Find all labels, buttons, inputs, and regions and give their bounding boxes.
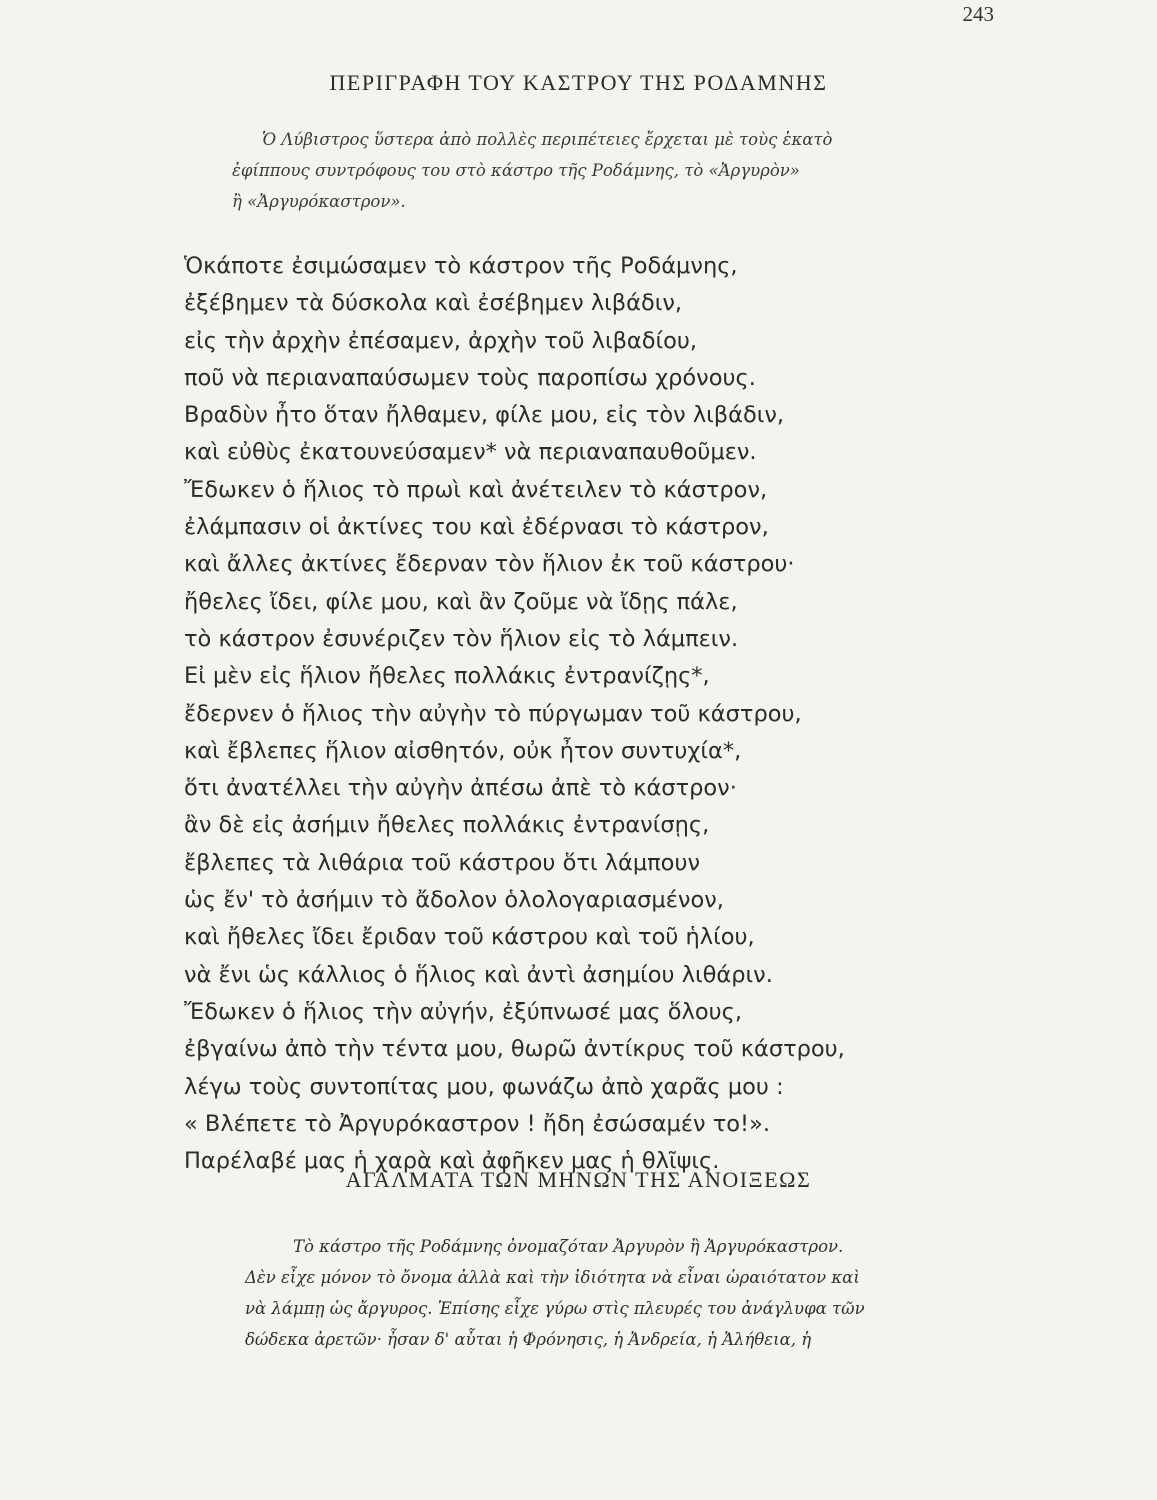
section-heading-statues-of-months: ΑΓΑΛΜΑΤΑ ΤΩΝ ΜΗΝΩΝ ΤΗΣ ΑΝΟΙΞΕΩΣ [345,1167,812,1192]
poem-line: ἤθελες ἴδει, φίλε μου, καὶ ἂν ζοῦμε νὰ ἴδῃς πάλε, [184,588,738,615]
poem-line: Εἰ μὲν εἰς ἥλιον ἤθελες πολλάκις ἐντρανίζῃς*, [184,663,710,690]
poem-line: ἐβγαίνω ἀπὸ τὴν τέντα μου, θωρῶ ἀντίκρυς τοῦ κάστρου, [184,1036,845,1063]
poem-line: Ἔδωκεν ὁ ἥλιος τὴν αὐγήν, ἐξύπνωσέ μας ὅλους, [184,998,743,1025]
closing-line: νὰ λάμπῃ ὡς ἄργυρος. Ἐπίσης εἶχε γύρω στὶς πλευρές του ἀνάγλυφα τῶν [245,1299,865,1318]
poem-line: « Βλέπετε τὸ Ἀργυρόκαστρον ! ἤδη ἐσώσαμέν το!». [184,1110,770,1137]
intro-line: ἢ «Ἀργυρόκαστρον». [232,192,406,211]
poem-line: ἔβλεπες τὰ λιθάρια τοῦ κάστρου ὅτι λάμπουν [184,849,701,876]
closing-line: δώδεκα ἀρετῶν· ἦσαν δ' αὗται ἡ Φρόνησις, ἡ Ἀνδρεία, ἡ Ἀλήθεια, ἡ [245,1330,812,1349]
poem-line: ἐλάμπασιν οἱ ἀκτίνες του καὶ ἐδέρνασι τὸ κάστρον, [184,514,769,541]
poem-line: Βραδὺν ἦτο ὅταν ἤλθαμεν, φίλε μου, εἰς τὸν λιβάδιν, [184,402,785,429]
poem-line: ὅτι ἀνατέλλει τὴν αὐγὴν ἀπέσω ἀπὲ τὸ κάστρον· [184,775,737,802]
section-heading-castle-description: ΠΕΡΙΓΡΑΦΗ ΤΟΥ ΚΑΣΤΡΟΥ ΤΗΣ ΡΟΔΑΜΝΗΣ [329,70,828,95]
page-number: 243 [962,2,994,26]
poem-line: ἂν δὲ εἰς ἀσήμιν ἤθελες πολλάκις ἐντρανίσῃς, [184,812,710,839]
poem-line: Παρέλαβέ μας ἡ χαρὰ καὶ ἀφῆκεν μας ἡ θλῖψις. [184,1148,720,1175]
poem-line: καὶ ἄλλες ἀκτίνες ἔδερναν τὸν ἥλιον ἐκ τοῦ κάστρου· [184,551,795,578]
intro-line: ἐφίππους συντρόφους του στὸ κάστρο τῆς Ροδάμνης, τὸ «Ἀργυρὸν» [232,161,800,180]
intro-line: Ὁ Λύβιστρος ὕστερα ἀπὸ πολλὲς περιπέτειες ἔρχεται μὲ τοὺς ἑκατὸ [262,130,833,149]
poem-line: ὡς ἔν' τὸ ἀσήμιν τὸ ἄδολον ὁλολογαριασμένον, [184,887,724,914]
poem-line: καὶ ἤθελες ἴδει ἔριδαν τοῦ κάστρου καὶ τοῦ ἡλίου, [184,924,755,951]
closing-line: Τὸ κάστρο τῆς Ροδάμνης ὀνομαζόταν Ἀργυρὸν ἢ Ἀργυρόκαστρον. [293,1237,844,1256]
closing-paragraph [245,1231,1015,1355]
poem-verses [184,248,984,1180]
poem-line: Ἔδωκεν ὁ ἥλιος τὸ πρωὶ καὶ ἀνέτειλεν τὸ κάστρον, [184,476,768,503]
poem-line: καὶ ἔβλεπες ἥλιον αἰσθητόν, οὐκ ἦτον συντυχία*, [184,737,742,764]
poem-line: ἔδερνεν ὁ ἥλιος τὴν αὐγὴν τὸ πύργωμαν τοῦ κάστρου, [184,700,802,727]
poem-line: ἐξέβημεν τὰ δύσκολα καὶ ἐσέβημεν λιβάδιν, [184,290,683,317]
poem-line: εἰς τὴν ἀρχὴν ἐπέσαμεν, ἀρχὴν τοῦ λιβαδίου, [184,327,698,354]
intro-paragraph [232,124,1002,217]
poem-line: καὶ εὐθὺς ἐκατουνεύσαμεν* νὰ περιαναπαυθοῦμεν. [184,439,757,466]
poem-line: ποῦ νὰ περιαναπαύσωμεν τοὺς παροπίσω χρόνους. [184,364,756,391]
poem-line: λέγω τοὺς συντοπίτας μου, φωνάζω ἀπὸ χαρᾶς μου : [184,1073,784,1100]
closing-line: Δὲν εἶχε μόνον τὸ ὄνομα ἀλλὰ καὶ τὴν ἰδιότητα νὰ εἶναι ὡραιότατον καὶ [245,1268,860,1287]
poem-line: νὰ ἔνι ὡς κάλλιος ὁ ἥλιος καὶ ἀντὶ ἀσημίου λιθάριν. [184,961,773,988]
poem-line: τὸ κάστρον ἐσυνέριζεν τὸν ἥλιον εἰς τὸ λάμπειν. [184,625,739,652]
poem-line: Ὁκάποτε ἐσιμώσαμεν τὸ κάστρον τῆς Ροδάμνης, [184,253,738,279]
